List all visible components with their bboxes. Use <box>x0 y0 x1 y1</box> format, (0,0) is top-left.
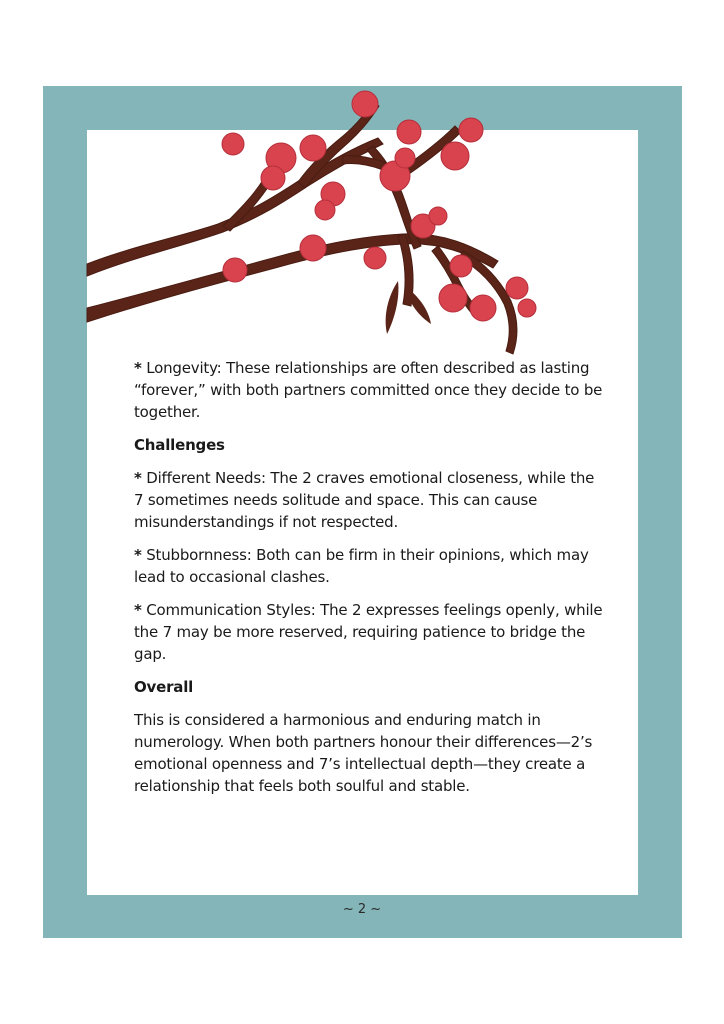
overall-heading: Overall <box>134 678 194 696</box>
different-needs-paragraph <box>134 467 604 533</box>
bullet-marker: * <box>134 359 142 377</box>
communication-styles-text: Communication Styles: The 2 expresses feelings openly, while the 7 may be more reserved, requiring patience to bridge the gap. <box>134 601 603 663</box>
bullet-marker: * <box>134 546 142 564</box>
page-number: ~ 2 ~ <box>342 902 382 917</box>
stubbornness-text: Stubbornness: Both can be firm in their opinions, which may lead to occasional clashes. <box>134 546 589 586</box>
different-needs-text: Different Needs: The 2 craves emotional closeness, while the 7 sometimes needs solitude and space. This can cause misunderstandings if not respected. <box>134 469 595 531</box>
bullet-marker: * <box>134 601 142 619</box>
article-body <box>134 357 604 808</box>
challenges-heading: Challenges <box>134 436 225 454</box>
overall-paragraph: This is considered a harmonious and enduring match in numerology. When both partners honour their differences—2’s emotional openness and 7’s intellectual depth—they create a relationship that feels both soulful and stable. <box>134 711 593 795</box>
longevity-text: Longevity: These relationships are often described as lasting “forever,” with both partners committed once they decide to be together. <box>134 359 603 421</box>
communication-styles-paragraph <box>134 599 604 665</box>
longevity-paragraph <box>134 357 604 423</box>
stubbornness-paragraph <box>134 544 604 588</box>
bullet-marker: * <box>134 469 142 487</box>
